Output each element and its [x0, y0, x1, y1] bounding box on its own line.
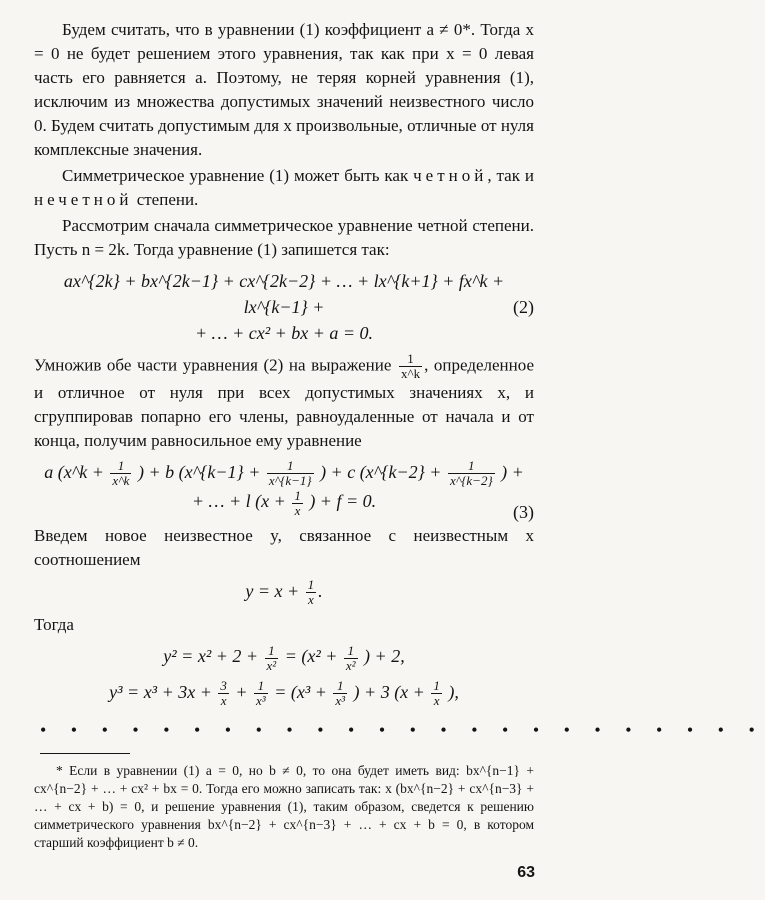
fraction-three-x: [218, 679, 229, 708]
equation-y3-term-a: y³ = x³ + 3x +: [109, 681, 212, 702]
equation-y2-term-a: y² = x² + 2 +: [163, 646, 259, 667]
equation-y3-term-c: = (x³ +: [274, 681, 327, 702]
fraction-numerator: 1: [265, 644, 279, 659]
fraction-inv-x-y3: [431, 679, 442, 708]
fraction-denominator: x^k: [400, 366, 421, 381]
fraction-inv-xk1: [267, 459, 314, 488]
fraction-numerator: 1: [110, 459, 131, 474]
fraction-inv-x3-b: [333, 679, 347, 708]
equation-y-term-a: y = x +: [245, 580, 300, 601]
fraction-inv-xk2: [448, 459, 495, 488]
equation-y3-line: [34, 679, 534, 708]
equation-y3: [34, 679, 534, 708]
equation-3-term-e: + … + l (x +: [191, 491, 286, 512]
fraction-inv-xk-eq3: [110, 459, 131, 488]
equation-y3-term-d: ) + 3 (x +: [353, 681, 425, 702]
fraction-numerator: 1: [254, 679, 268, 694]
paragraph-4: [34, 352, 534, 453]
paragraph-4-text-a: Умножив обе части уравнения (2) на выражение: [34, 355, 392, 375]
equation-2-line-2: + … + cx² + bx + a = 0.: [194, 323, 374, 343]
equation-3-term-a: a (x^k +: [44, 462, 104, 482]
fraction-denominator: x: [433, 692, 440, 708]
fraction-numerator: 1: [294, 487, 301, 503]
fraction-inv-x-eq3: [292, 489, 303, 518]
footnote: * Если в уравнении (1) a = 0, но b ≠ 0, то она будет иметь вид: bx^{n−1} + cx^{n−2} + … + cx² + bx = 0. Тогда его можно записать так: x (bx^{n−2} + cx^{n−3} + … + cx + b) = 0, и решение уравнения (1), таким образом, сведется к решению симметрического уравнения bx^{n−2} + cx^{n−3} + … + cx + b = 0, в котором старший коэффициент b ≠ 0.: [34, 762, 534, 850]
fraction-denominator: x³: [256, 692, 266, 708]
fraction-inv-x-y: [306, 578, 317, 607]
fraction-numerator: 1: [433, 677, 440, 693]
equation-3-term-f: ) + f = 0.: [309, 491, 377, 512]
fraction-denominator: x³: [335, 692, 346, 708]
fraction-numerator: 1: [399, 352, 422, 367]
fraction-numerator: 1: [333, 679, 347, 694]
paragraph-2-text-c: степени.: [132, 190, 199, 209]
equation-y2-term-c: ) + 2,: [364, 646, 405, 667]
fraction-denominator: x²: [345, 657, 356, 673]
fraction-denominator: x: [308, 592, 314, 608]
equation-y-line: [34, 578, 534, 607]
paragraph-6: Тогда: [34, 615, 74, 635]
fraction-inv-x2-b: [344, 644, 358, 673]
paragraph-4-text-b: , определенное и отличное от нуля при всех допустимых значениях x, и сгруппировав попарно его члены, равноудаленные от начала и от конца, получим равносильное ему уравнение: [34, 355, 535, 450]
equation-y3-term-b: +: [235, 681, 248, 702]
paragraph-2: [34, 164, 534, 212]
equation-2: [34, 268, 534, 346]
paragraph-3: Рассмотрим сначала симметрическое уравнение четной степени. Пусть n = 2k. Тогда уравнение (1) запишется так:: [34, 216, 534, 259]
equation-3-term-b: ) + b (x^{k−1} +: [137, 462, 261, 482]
equation-y2: [34, 643, 534, 672]
fraction-numerator: 1: [344, 644, 358, 659]
equation-3-line-2: [34, 488, 534, 517]
paragraph-2-even: четной: [413, 166, 488, 185]
equation-3: [34, 458, 534, 522]
paragraph-2-text-b: , так и: [487, 166, 534, 185]
fraction-inv-xk: [399, 352, 422, 381]
footnote-rule: [40, 753, 130, 754]
equation-y: [34, 578, 534, 607]
equation-y3-term-e: ),: [448, 681, 459, 702]
equation-3-line-1: [34, 459, 534, 488]
fraction-denominator: x: [220, 692, 227, 708]
equation-2-line-1: ax^{2k} + bx^{2k−1} + cx^{2k−2} + … + lx^{k+1} + fx^k + lx^{k−1} +: [63, 271, 505, 317]
equation-3-term-d: ) +: [501, 462, 524, 482]
fraction-denominator: x: [294, 502, 301, 518]
fraction-numerator: 1: [267, 459, 314, 474]
equation-2-number: (2): [513, 297, 534, 317]
equation-3-term-c: ) + c (x^{k−2} +: [320, 462, 442, 482]
fraction-numerator: 3: [220, 677, 227, 693]
equation-3-number: (3): [513, 502, 534, 522]
paragraph-2-odd: нечетной: [34, 190, 133, 209]
equation-y-term-b: .: [318, 580, 323, 601]
fraction-numerator: 1: [448, 459, 495, 474]
fraction-denominator: x^{k−2}: [449, 473, 493, 489]
dotted-separator: • • • • • • • • • • • • • • • • • • • • • • • •: [40, 719, 765, 740]
paragraph-1: Будем считать, что в уравнении (1) коэффициент a ≠ 0*. Тогда x = 0 не будет решением этого уравнения, так как при x = 0 левая часть его равняется a. Поэтому, не теряя корней уравнения (1), исключим из множества допустимых значений неизвестного число 0. Будем считать допустимым для x произвольные, отличные от нуля комплексные значения.: [34, 20, 534, 159]
page-number: 63: [517, 864, 535, 881]
fraction-denominator: x²: [266, 657, 277, 673]
paragraph-5: Введем новое неизвестное y, связанное с неизвестным x соотношением: [34, 525, 534, 569]
fraction-denominator: x^k: [112, 473, 130, 489]
equation-y2-line: [34, 643, 534, 672]
fraction-numerator: 1: [307, 577, 315, 593]
fraction-inv-x2: [265, 644, 279, 673]
page-content: [34, 18, 765, 852]
fraction-inv-x3: [254, 679, 268, 708]
equation-y2-term-b: = (x² +: [284, 646, 338, 667]
paragraph-2-text-a: Симметрическое уравнение (1) может быть как: [62, 166, 414, 185]
fraction-denominator: x^{k−1}: [268, 473, 312, 489]
